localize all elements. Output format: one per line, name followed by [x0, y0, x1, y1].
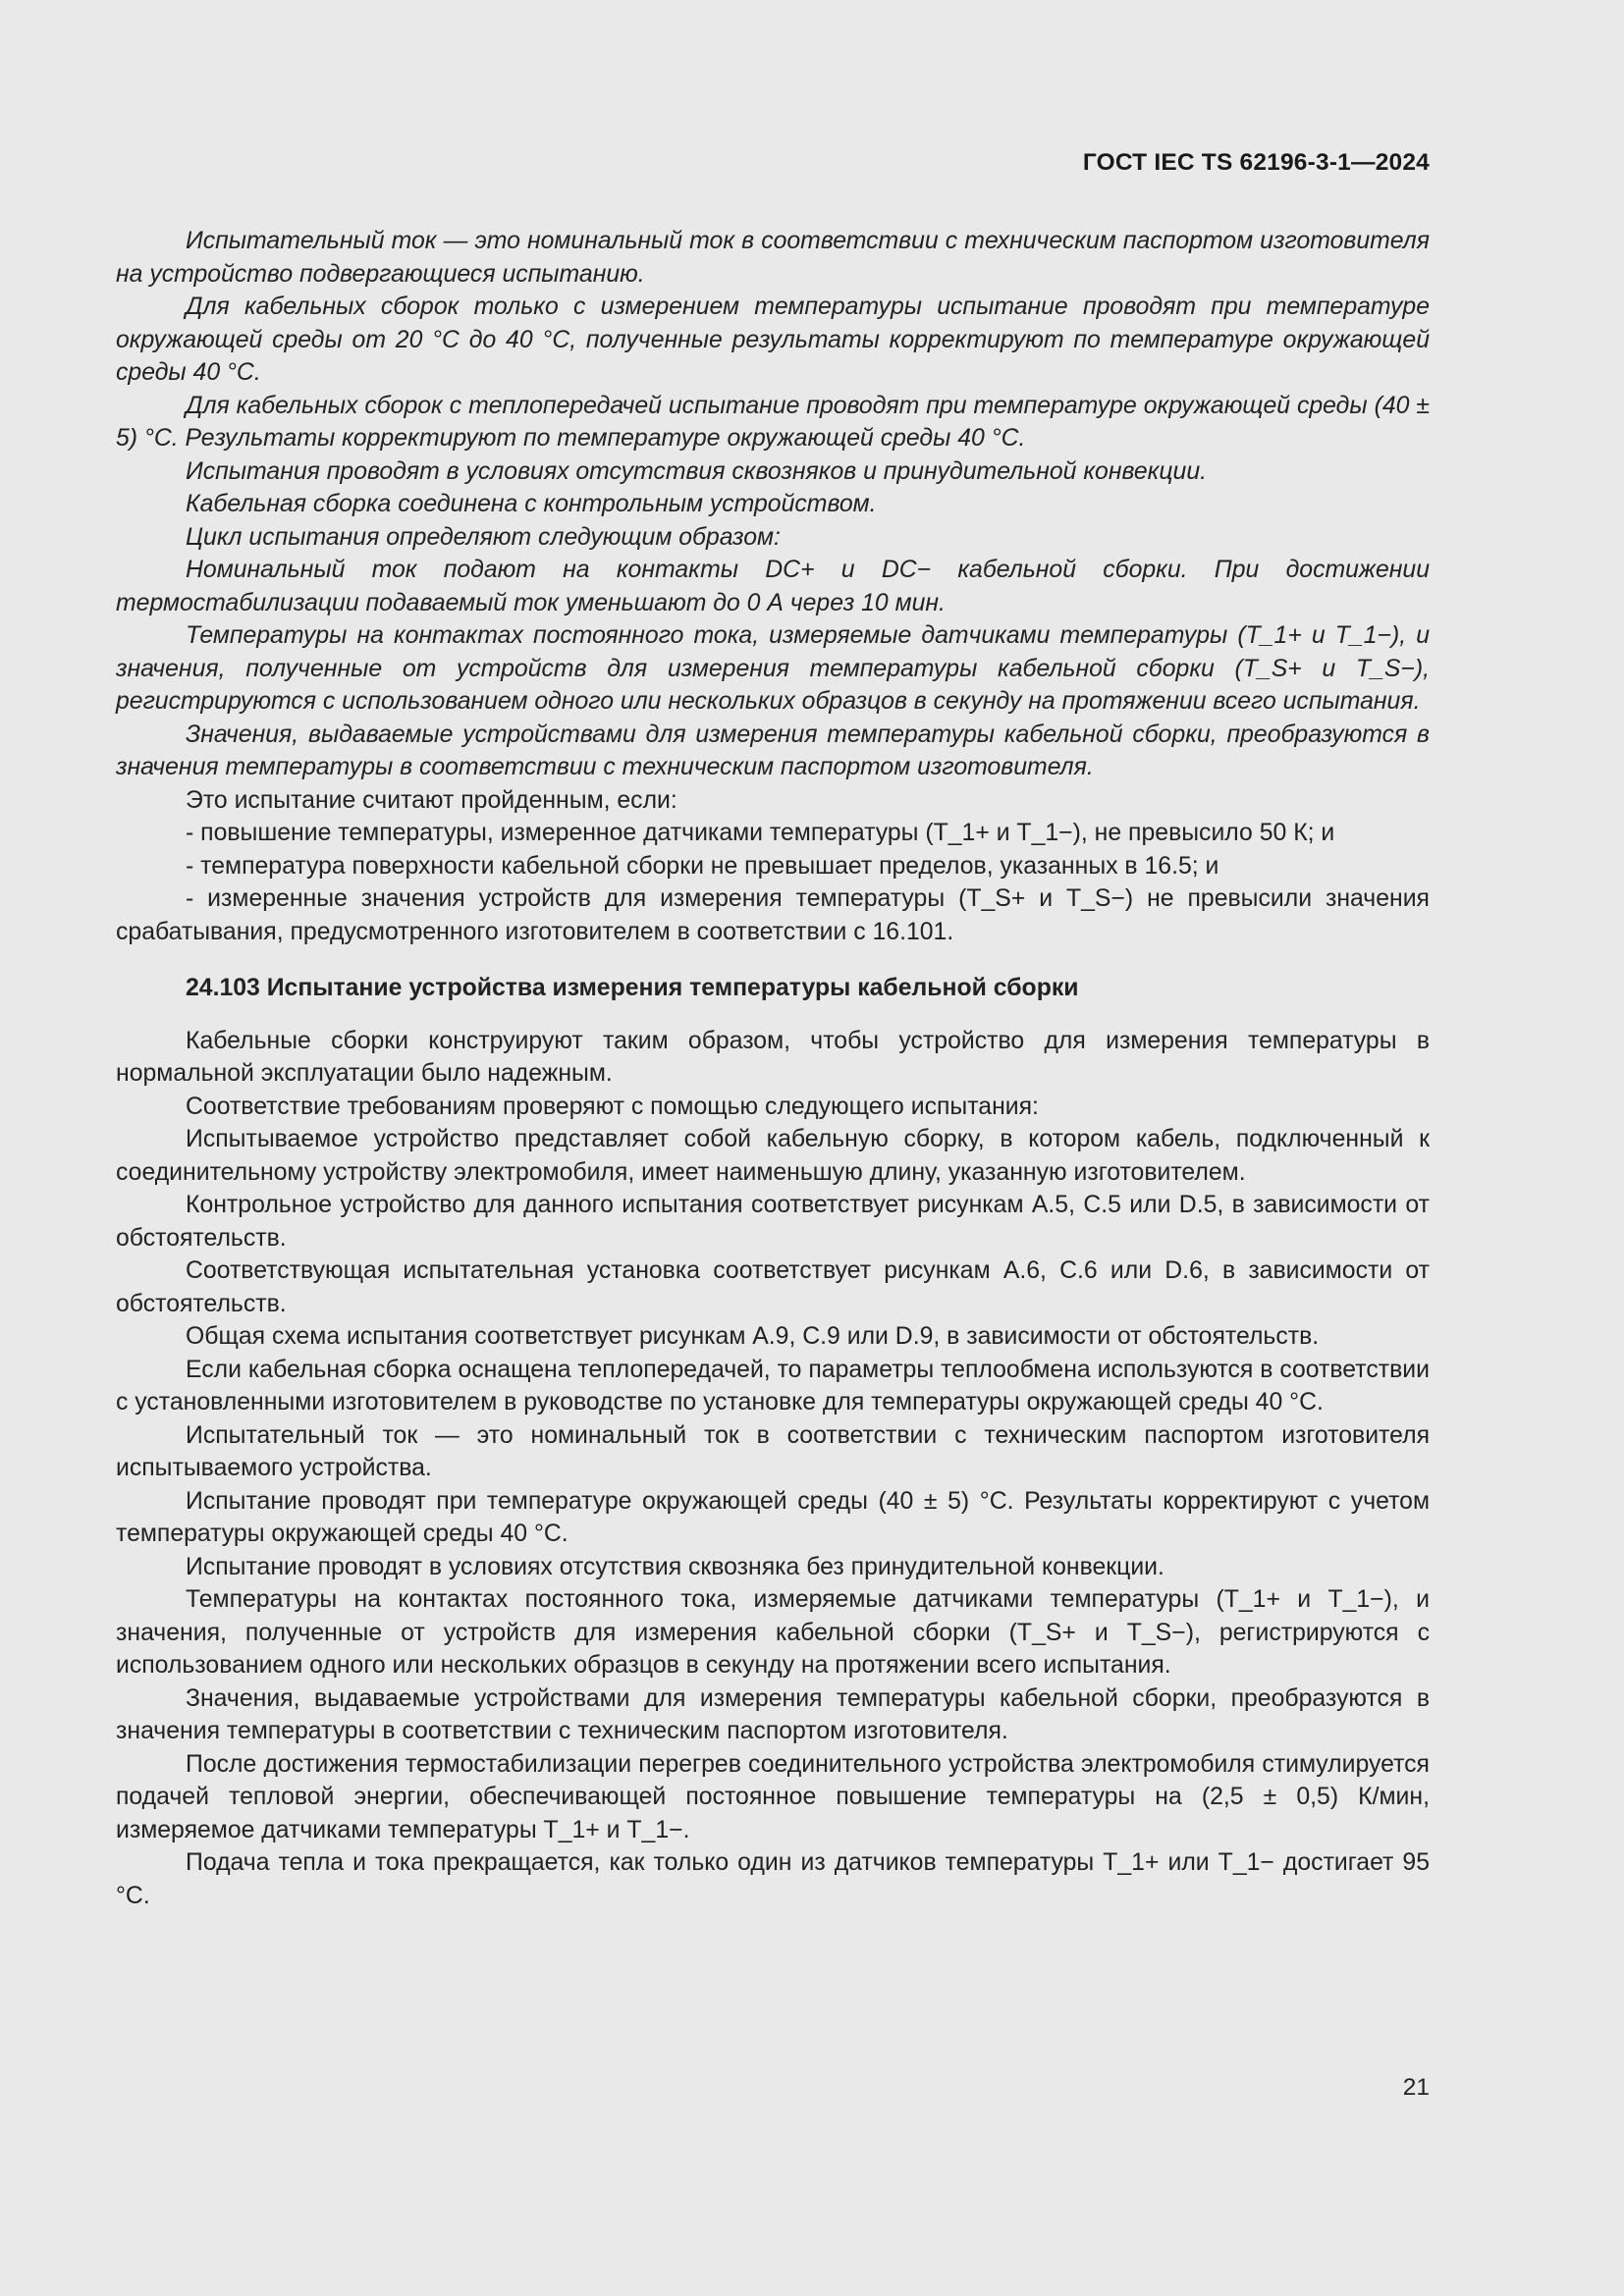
section-paragraph: Контрольное устройство для данного испытания соответствует рисункам А.5, С.5 или D.5, в зависимости от обстоятельств.: [116, 1192, 1430, 1252]
italic-paragraph: Для кабельных сборок только с измерением температуры испытание проводят при температуре окружающей среды от 20 °С до 40 °С, полученные результаты корректируют по температуре окружающей среды 40 °С.: [116, 294, 1430, 386]
pass-criteria-item: - измеренные значения устройств для измерения температуры (T_S+ и T_S−) не превысили значения срабатывания, предусмотренного изготовителем в соответствии с 16.101.: [116, 885, 1430, 945]
section-paragraph: Температуры на контактах постоянного тока, измеряемые датчиками температуры (T_1+ и T_1−), и значения, полученные от устройств для измерения кабельной сборки (T_S+ и T_S−), регистрируются с использованием одного или нескольких образцов в секунду на протяжении всего испытания.: [116, 1586, 1430, 1679]
section-paragraph: Соответствие требованиям проверяют с помощью следующего испытания:: [186, 1093, 1039, 1120]
section-paragraph: Значения, выдаваемые устройствами для измерения температуры кабельной сборки, преобразуются в значения температуры в соответствии с техническим паспортом изготовителя.: [116, 1684, 1430, 1744]
section-paragraph: Подача тепла и тока прекращается, как только один из датчиков температуры T_1+ или T_1− достигает 95 °С.: [116, 1849, 1430, 1909]
pass-criteria-item: - температура поверхности кабельной сборки не превышает пределов, указанных в 16.5; и: [186, 852, 1219, 880]
section-paragraph: После достижения термостабилизации перегрев соединительного устройства электромобиля стимулируется подачей тепловой энергии, обеспечивающей постоянное повышение температуры на (2,5 ± 0,5) К/мин, измеряемое датчиками температуры T_1+ и T_1−.: [116, 1750, 1430, 1843]
italic-paragraph: Цикл испытания определяют следующим образом:: [186, 523, 781, 551]
italic-paragraph: Испытания проводят в условиях отсутствия сквозняков и принудительной конвекции.: [186, 457, 1208, 485]
section-paragraph: Кабельные сборки конструируют таким образом, чтобы устройство для измерения температуры в нормальной эксплуатации было надежным.: [116, 1027, 1430, 1087]
italic-paragraph: Для кабельных сборок с теплопередачей испытание проводят при температуре окружающей среды (40 ± 5) °С. Результаты корректируют по температуре окружающей среды 40 °С.: [116, 392, 1430, 452]
section-paragraph: Испытание проводят при температуре окружающей среды (40 ± 5) °С. Результаты корректируют с учетом температуры окружающей среды 40 °С.: [116, 1487, 1430, 1547]
page-number: 21: [1402, 2074, 1430, 2101]
section-paragraph: Испытываемое устройство представляет собой кабельную сборку, в котором кабель, подключенный к соединительному устройству электромобиля, имеет наименьшую длину, указанную изготовителем.: [116, 1126, 1430, 1186]
pass-criteria-block: [116, 784, 1430, 949]
section-paragraph: Если кабельная сборка оснащена теплопередачей, то параметры теплообмена используются в соответствии с установленными изготовителем в руководстве по установке для температуры окружающей среды 40 °С.: [116, 1356, 1430, 1415]
pass-criteria-intro: Это испытание считают пройденным, если:: [186, 786, 677, 814]
section-paragraph: Испытательный ток — это номинальный ток в соответствии с техническим паспортом изготовителя испытываемого устройства.: [116, 1421, 1430, 1481]
section-paragraph: Испытание проводят в условиях отсутствия сквозняка без принудительной конвекции.: [186, 1553, 1164, 1580]
italic-paragraph: Испытательный ток — это номинальный ток в соответствии с техническим паспортом изготовителя на устройство подвергающиеся испытанию.: [116, 228, 1430, 288]
section-heading: 24.103 Испытание устройства измерения температуры кабельной сборки: [186, 975, 1079, 1001]
pass-criteria-item: - повышение температуры, измеренное датчиками температуры (T_1+ и T_1−), не превысило 50 К; и: [186, 820, 1335, 846]
italic-text-block: [116, 225, 1430, 784]
italic-paragraph: Номинальный ток подают на контакты DC+ и DC− кабельной сборки. При достижении термостабилизации подаваемый ток уменьшают до 0 А через 10 мин.: [116, 557, 1430, 616]
italic-paragraph: Кабельная сборка соединена с контрольным устройством.: [186, 491, 877, 517]
section-body: [116, 1025, 1430, 1913]
section-paragraph: Общая схема испытания соответствует рисункам А.9, С.9 или D.9, в зависимости от обстоятельств.: [186, 1323, 1320, 1350]
italic-paragraph: Значения, выдаваемые устройствами для измерения температуры кабельной сборки, преобразуются в значения температуры в соответствии с техническим паспортом изготовителя.: [116, 721, 1430, 780]
italic-paragraph: Температуры на контактах постоянного тока, измеряемые датчиками температуры (T_1+ и T_1−), и значения, полученные от устройств для измерения температуры кабельной сборки (T_S+ и T_S−), регистрируются с использованием одного или нескольких образцов в секунду на протяжении всего испытания.: [116, 622, 1430, 715]
document-code-header: ГОСТ IEC TS 62196-3-1—2024: [1082, 149, 1430, 176]
document-body: [116, 225, 1430, 1912]
section-paragraph: Соответствующая испытательная установка соответствует рисункам А.6, С.6 или D.6, в зависимости от обстоятельств.: [116, 1257, 1430, 1317]
